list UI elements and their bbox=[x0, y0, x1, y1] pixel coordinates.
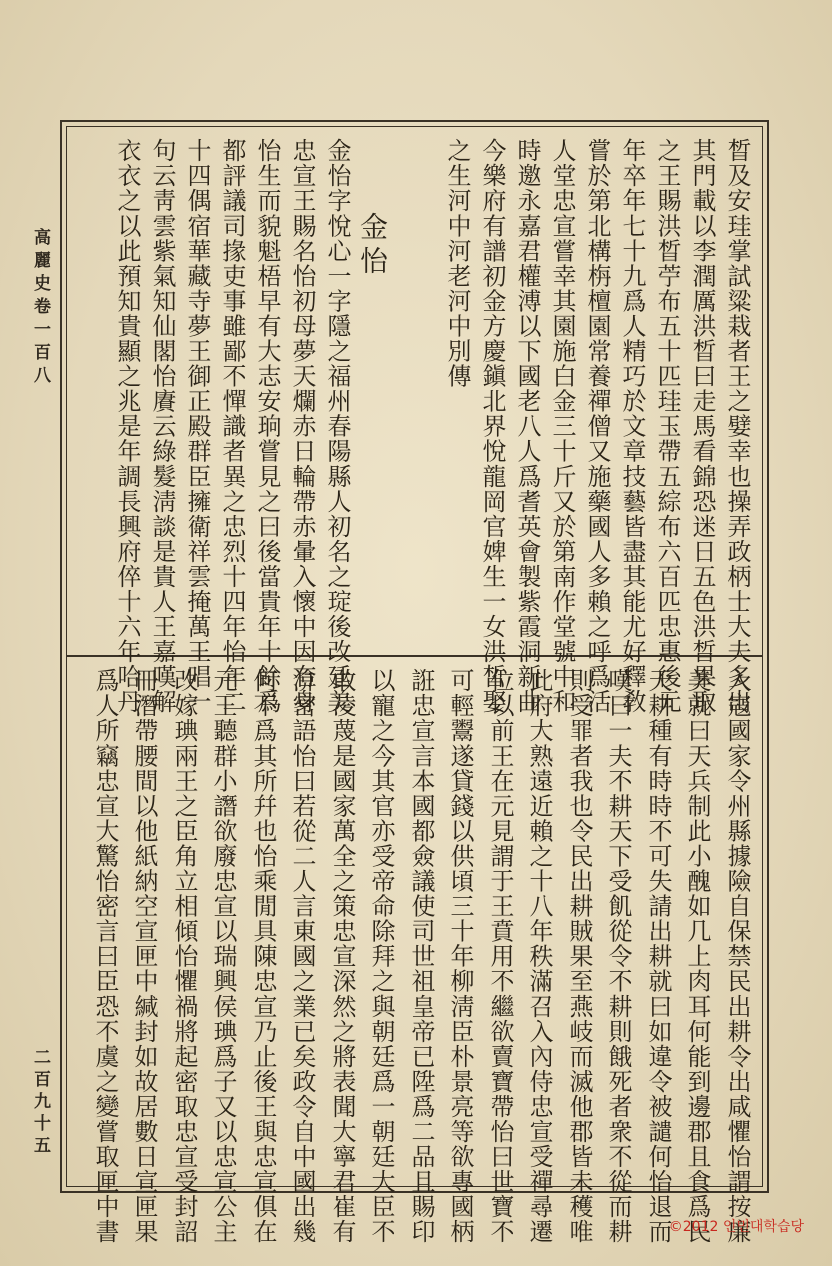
text-column: 美就曰天兵制此小醜如几上肉耳何能到邊郡且食爲民 bbox=[683, 668, 711, 1245]
running-head: 高麗史卷一百八 bbox=[30, 228, 50, 389]
text-column: 改嫁琠兩王之臣角立相傾怡懼禍將起密取忠宣受封詔 bbox=[170, 668, 198, 1245]
text-column: 則受罪者我也令民出耕賊果至燕岐而滅他郡皆未穫唯 bbox=[565, 668, 593, 1245]
text-column: 嘆曰一夫不耕天下受飢從令不耕則餓死者衆不從而耕 bbox=[604, 668, 632, 1245]
text-column: 之王賜洪晳苧布五十匹珪玉帶五綜布六百匹忠惠後元 bbox=[653, 138, 681, 715]
text-column: 年卒年七十九爲人精巧於文章技藝皆盡其能尤好釋敎 bbox=[618, 138, 646, 715]
text-column: 晳及安珪掌試粱栽者王之嬖幸也操弄政柄士大夫多出 bbox=[723, 138, 751, 715]
copyright-notice: ©2012 인민대학습당 bbox=[668, 1219, 804, 1235]
text-column: 金怡字悅心一字隱之福州春陽縣人初名之琔後改廷美 bbox=[323, 138, 351, 715]
biography-heading: 金怡 bbox=[356, 212, 389, 280]
text-column: 十四偶宿華藏寺夢王御正殿群臣擁衛祥雲掩萬王唱一 bbox=[183, 138, 211, 715]
text-column: 敢凌蔑是國家萬全之策忠宣深然之將表聞大寧君崔有 bbox=[328, 668, 356, 1245]
text-column: 都評議司掾吏事雖鄙不憚識者異之忠烈十四年怡年二 bbox=[218, 138, 246, 715]
text-column: 何不爲其所幷也怡乘閒具陳忠宣乃止後王與忠宣俱在 bbox=[249, 668, 277, 1245]
text-column: 入寇國家令州縣據險自保禁民出耕令出咸懼怡謂按廉 bbox=[723, 668, 751, 1245]
text-column: 時邀永嘉君權溥以下國老八人爲耆英會製紫霞洞新曲 bbox=[513, 138, 541, 715]
text-column: 今樂府有譜初金方慶鎭北界悅龍岡官婢生一女洪晳娶 bbox=[478, 138, 506, 715]
text-column: 之生河中河老河中別傳 bbox=[443, 138, 471, 389]
text-column: 可輕鬻遂貸錢以供頃三十年柳淸臣朴景亮等欲專國柄 bbox=[446, 668, 474, 1245]
page-number: 二百九十五 bbox=[30, 1048, 50, 1158]
text-column: 冊潛帶腰間以他紙納空宣匣中緘封如故居數日宣匣果 bbox=[130, 668, 158, 1245]
text-column: 人堂忠宣嘗幸其園施白金三十斤又於第南作堂號中和 bbox=[548, 138, 576, 715]
text-column: 怡生而貌魁梧早有大志安珦嘗見之曰後當貴年十餘爲 bbox=[253, 138, 281, 715]
text-column: 其門載以李潤厲洪晳曰走馬看錦恐迷日五色洪晳果取 bbox=[688, 138, 716, 715]
text-column: 位以前王在元見謂于王賁用不繼欲賣寶帶怡曰世寶不 bbox=[486, 668, 514, 1245]
text-column: 句云靑雲紫氣知仙閣怡賡云綠髮淸談是貴人王嘉嘆解 bbox=[148, 138, 176, 715]
text-column: 元王聽群小譖欲廢忠宣以瑞興侯琠爲子又以忠宣公主 bbox=[209, 668, 237, 1245]
text-column: 誑忠宣言本國都僉議使司世祖皇帝已陞爲二品且賜印 bbox=[407, 668, 435, 1245]
text-column: 此府大熟遠近賴之十八年秩滿召入內侍忠宣受禪尋遷 bbox=[525, 668, 553, 1245]
text-column: 爲人所竊忠宣大驚怡密言曰臣恐不虞之變嘗取匣中書 bbox=[91, 668, 119, 1245]
text-column: 忠宣王賜名怡初母夢天爛赤日輪帶赤暈入懷中因有身 bbox=[288, 138, 316, 715]
text-column: 衣衣之以此預知貴顯之兆是年調長興府倅十六年哈丹 bbox=[113, 138, 141, 715]
text-column: 以寵之今其官亦受帝命除拜之與朝廷爲一朝廷大臣不 bbox=[367, 668, 395, 1245]
text-column: 嘗於第北構栴檀園常養禪僧又施藥國人多賴之呼爲活 bbox=[583, 138, 611, 715]
text-column: 天耕種有時時不可失請出耕就曰如違令被譴何怡退而 bbox=[644, 668, 672, 1245]
text-column: 渰密語怡曰若從二人言東國之業已矣政令自中國出幾 bbox=[288, 668, 316, 1245]
